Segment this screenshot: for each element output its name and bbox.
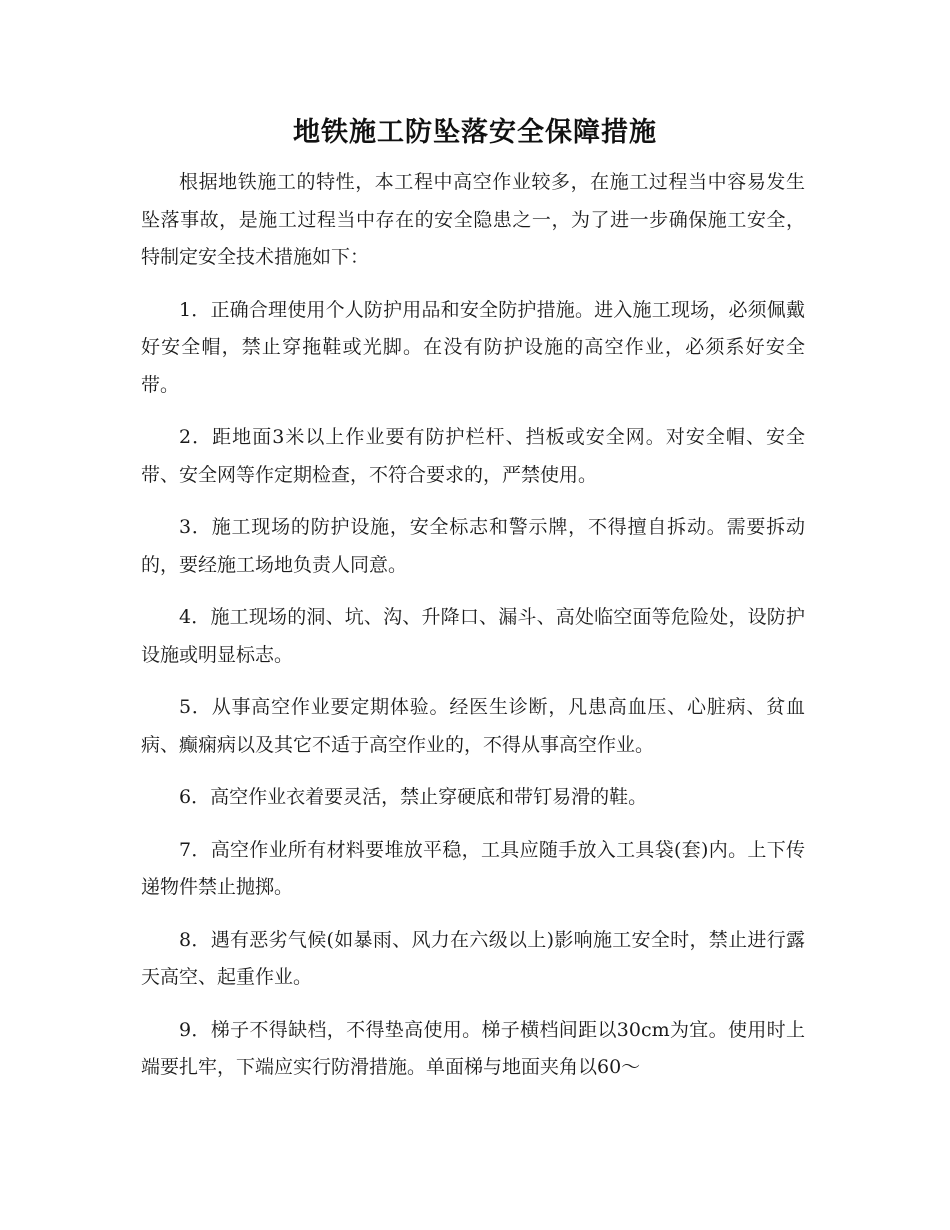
measure-item-9: 9．梯子不得缺档，不得垫高使用。梯子横档间距以30cm为宜。使用时上端要扎牢，下端应实行防滑措施。单面梯与地面夹角以60～ bbox=[141, 1018, 805, 1078]
measure-item-3: 3．施工现场的防护设施，安全标志和警示牌，不得擅自拆动。需要拆动的，要经施工场地负责人同意。 bbox=[141, 516, 805, 576]
measure-item-5: 5．从事高空作业要定期体验。经医生诊断，凡患高血压、心脏病、贫血病、癫痫病以及其它不适于高空作业的，不得从事高空作业。 bbox=[141, 696, 805, 756]
measure-item-4: 4．施工现场的洞、坑、沟、升降口、漏斗、高处临空面等危险处，设防护设施或明显标志。 bbox=[141, 606, 805, 666]
measure-item-2: 2．距地面3米以上作业要有防护栏杆、挡板或安全网。对安全帽、安全带、安全网等作定期检查，不符合要求的，严禁使用。 bbox=[141, 426, 805, 486]
measure-item-1: 1．正确合理使用个人防护用品和安全防护措施。进入施工现场，必须佩戴好安全帽，禁止穿拖鞋或光脚。在没有防护设施的高空作业，必须系好安全带。 bbox=[141, 298, 805, 396]
document-body bbox=[141, 164, 805, 1102]
measure-item-6: 6．高空作业衣着要灵活，禁止穿硬底和带钉易滑的鞋。 bbox=[179, 786, 648, 808]
measure-item-8: 8．遇有恶劣气候(如暴雨、风力在六级以上)影响施工安全时，禁止进行露天高空、起重作业。 bbox=[141, 928, 805, 988]
measure-item-7: 7．高空作业所有材料要堆放平稳，工具应随手放入工具袋(套)内。上下传递物件禁止抛掷。 bbox=[141, 838, 805, 898]
document-title: 地铁施工防坠落安全保障措施 bbox=[293, 117, 657, 148]
intro-paragraph: 根据地铁施工的特性，本工程中高空作业较多，在施工过程当中容易发生坠落事故，是施工过程当中存在的安全隐患之一，为了进一步确保施工安全，特制定安全技术措施如下： bbox=[141, 171, 805, 268]
